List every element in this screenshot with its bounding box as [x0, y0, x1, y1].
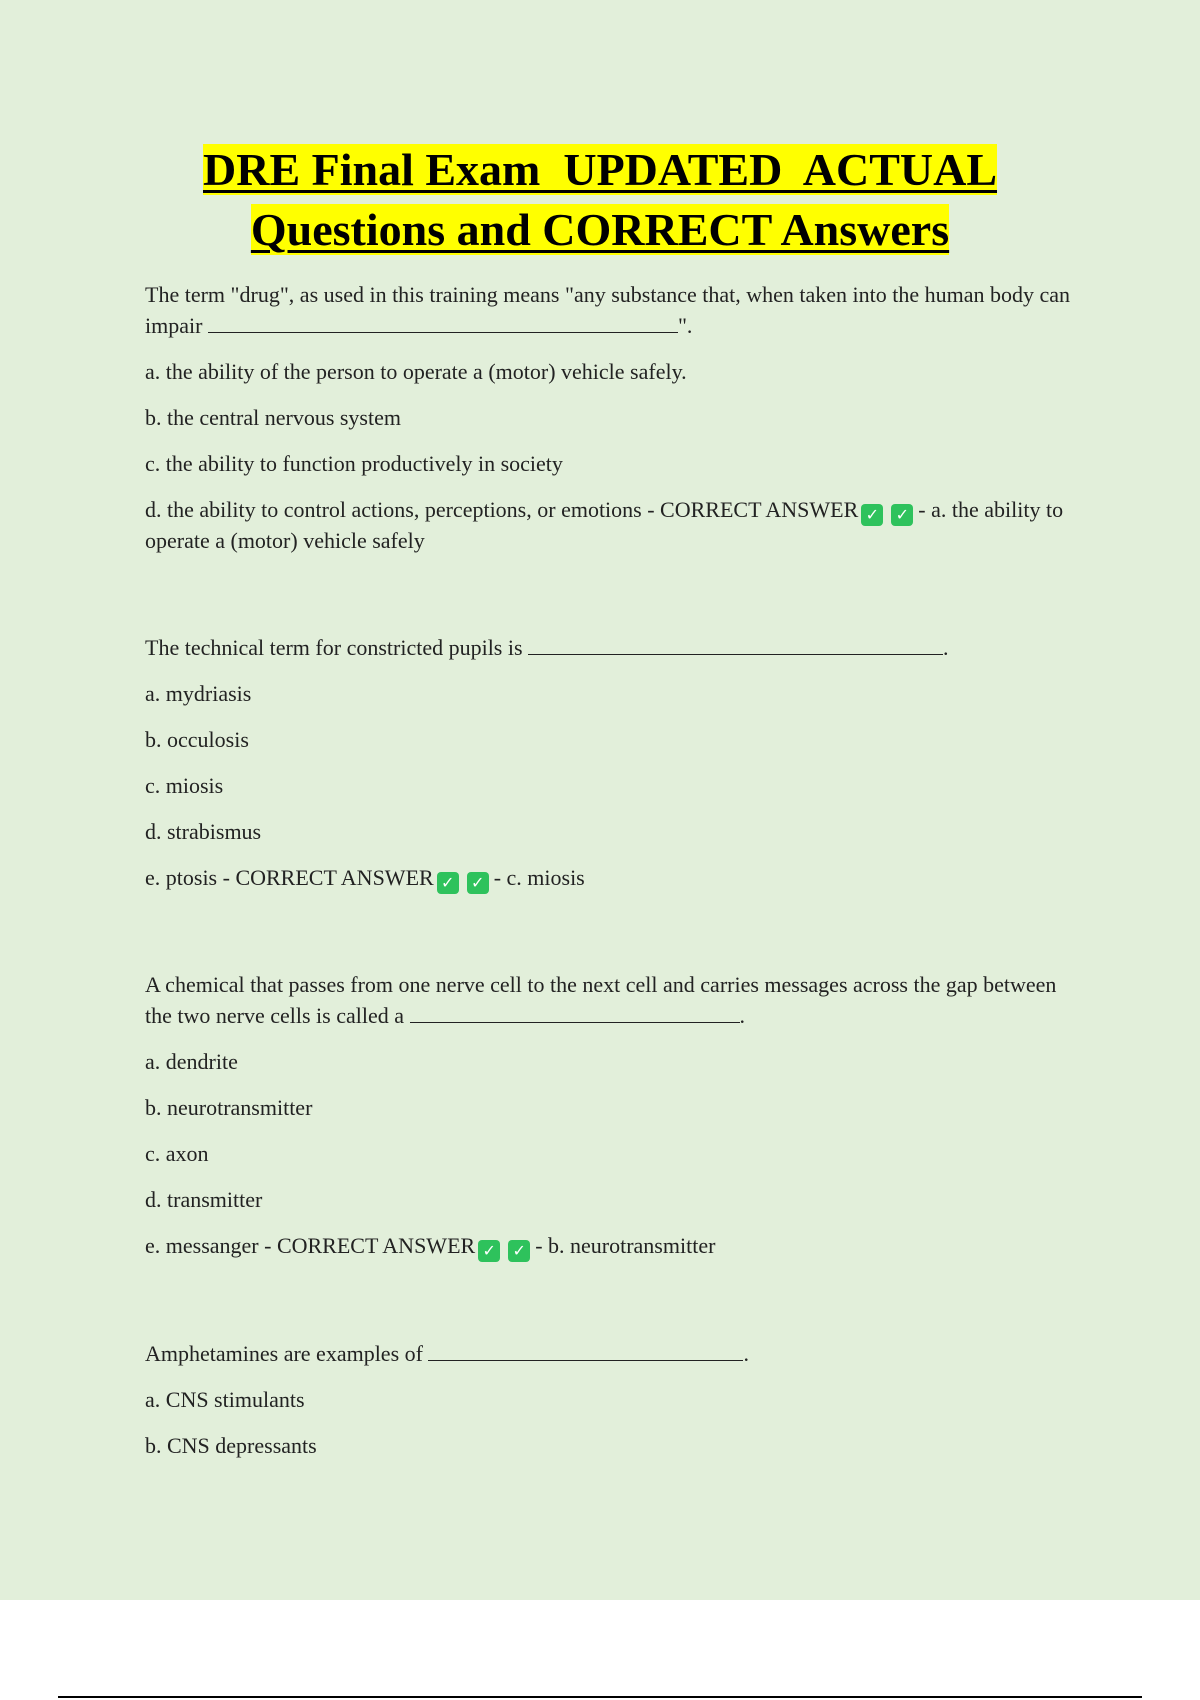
question-block-1	[145, 280, 1075, 556]
option-c: c. the ability to function productively in society	[145, 451, 563, 476]
option-text: d. the ability to control actions, perceptions, or emotions - CORRECT ANSWER	[145, 497, 859, 522]
option-text: e. ptosis - CORRECT ANSWER	[145, 865, 434, 890]
answer-blank	[208, 310, 678, 333]
option-a: a. dendrite	[145, 1049, 238, 1074]
answer-blank	[528, 632, 943, 655]
option-b: b. occulosis	[145, 727, 249, 752]
question-block-3	[145, 970, 1075, 1262]
footer-divider	[58, 1696, 1142, 1698]
document-title	[0, 140, 1200, 260]
option-text: e. messanger - CORRECT ANSWER	[145, 1233, 476, 1258]
question-text-end: ".	[677, 313, 693, 338]
question-text-end: .	[943, 635, 949, 660]
option-e	[145, 1231, 1075, 1262]
question-stem	[145, 1338, 1075, 1369]
question-block-2	[145, 632, 1075, 894]
check-icon: ✓	[437, 872, 459, 894]
question-text: A chemical that passes from one nerve cell to the next cell and carries messages across the gap between the two nerve cells is called a	[145, 972, 1057, 1028]
option-e	[145, 863, 1075, 894]
option-b: b. the central nervous system	[145, 405, 401, 430]
check-icon: ✓	[478, 1240, 500, 1262]
question-stem	[145, 970, 1075, 1031]
option-d	[145, 495, 1075, 556]
check-icon: ✓	[861, 504, 883, 526]
answer-blank	[410, 1000, 740, 1023]
question-text: The term "drug", as used in this training means "any substance that, when taken into the human body can impair	[145, 282, 1071, 338]
option-a: a. mydriasis	[145, 681, 252, 706]
option-c: c. miosis	[145, 773, 224, 798]
option-d: d. transmitter	[145, 1187, 263, 1212]
question-text: The technical term for constricted pupils is	[145, 635, 529, 660]
option-a: a. CNS stimulants	[145, 1387, 305, 1412]
check-icon: ✓	[891, 504, 913, 526]
option-d: d. strabismus	[145, 819, 262, 844]
correct-answer: - b. neurotransmitter	[535, 1233, 716, 1258]
answer-blank	[428, 1338, 743, 1361]
document-body	[145, 280, 1075, 1461]
question-text: Amphetamines are examples of	[145, 1341, 429, 1366]
correct-answer: - a. the ability to operate a (motor) vehicle safely	[145, 497, 1064, 553]
title-line-2: Questions and CORRECT Answers	[250, 204, 950, 255]
option-b: b. CNS depressants	[145, 1433, 317, 1458]
question-stem	[145, 632, 1075, 663]
check-icon: ✓	[508, 1240, 530, 1262]
question-block-4	[145, 1338, 1075, 1461]
question-text-end: .	[739, 1003, 746, 1028]
check-icon: ✓	[467, 872, 489, 894]
option-b: b. neurotransmitter	[145, 1095, 313, 1120]
title-line-1: DRE Final Exam UPDATED ACTUAL	[203, 144, 997, 195]
option-c: c. axon	[145, 1141, 209, 1166]
correct-answer: - c. miosis	[493, 865, 585, 890]
option-a: a. the ability of the person to operate a (motor) vehicle safely.	[145, 359, 687, 384]
question-text-end: .	[743, 1341, 749, 1366]
question-stem	[145, 280, 1075, 341]
